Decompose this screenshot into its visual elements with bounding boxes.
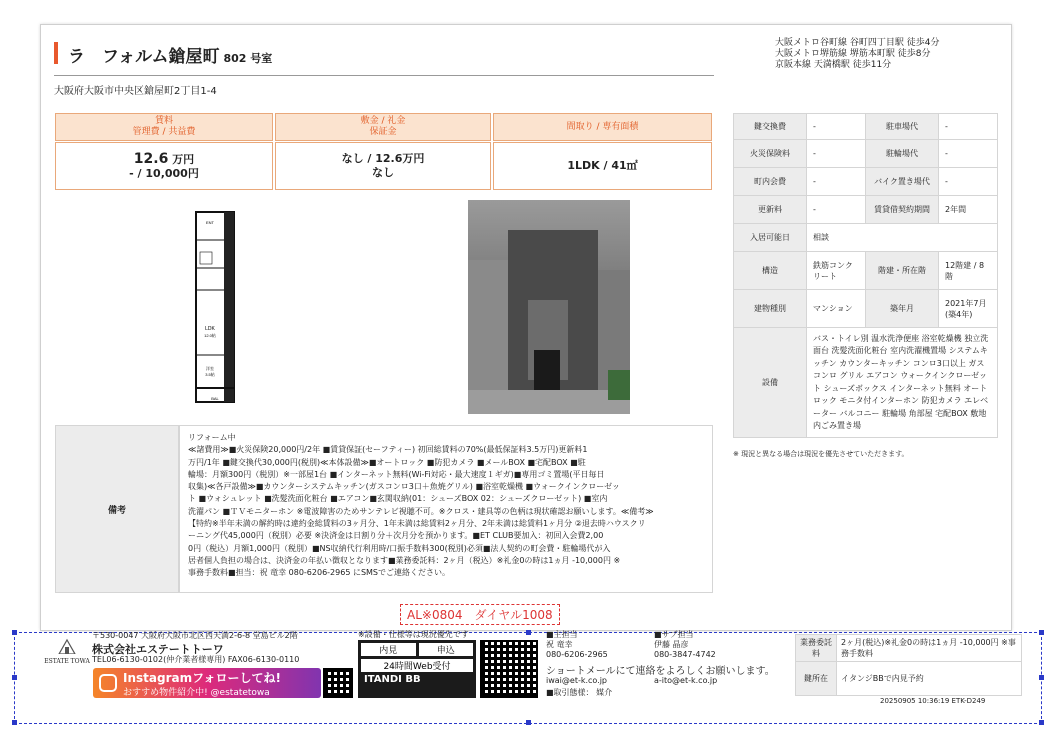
floor-plan xyxy=(180,210,240,410)
resize-handle[interactable] xyxy=(12,675,17,680)
instagram-icon xyxy=(99,674,117,692)
itandi-qr-code xyxy=(480,640,538,698)
main-contact: ■主担当 祝 竜幸 080-6206-2965 xyxy=(546,630,608,659)
main-email[interactable]: iwai@et-k.co.jp xyxy=(546,676,608,685)
spec-table: 鍵交換費 - 駐車場代 - 火災保険料 - 駐輪場代 - 町内会費 - バイク置き場代 - 更新料 - 賃貸借契約期間 2年間 入居可能日 相談 構造 鉄筋コンクリート 階建・所在階 12階建 / 8階 建物種別 マンション 築年月 2021年7月(築4年) 設備 バス・トイレ別 温水洗浄便座 浴室乾燥機 独立洗面台 洗髪洗面化粧台 室内洗濯機置場 システムキッチン カウンターキッチン コンロ3口以上 ガスコンロ グリル エアコン ウォークインクローゼット シューズボックス インターネット無料 オートロック モニタ付インターホン 防犯カメラ エレベーター バルコニー 駐輪場 角部屋 宅配BOX 敷地内ごみ置き場 xyxy=(733,113,998,438)
company-logo: ESTATE TOWA xyxy=(44,638,90,665)
fp-ldk-label: LDK xyxy=(205,326,215,332)
company-name: 株式会社エステートトーワ xyxy=(92,643,224,656)
sub-contact: ■サブ担当 伊藤 晶彦 080-3847-4742 xyxy=(654,630,716,659)
fp-ldk-size: 12.0帖 xyxy=(204,333,216,338)
deposit-header: 敷金 / 礼金 保証金 xyxy=(275,113,491,141)
room-number: 802 号室 xyxy=(223,52,273,65)
mgmt-fee: - / 10,000円 xyxy=(129,166,199,180)
building-logo-icon xyxy=(57,638,77,654)
print-timestamp: 20250905 10:36:19 ETK-D249 xyxy=(880,697,986,705)
key-code-tag: AL※0804 ダイヤル1008 xyxy=(400,604,560,625)
station-item: 大阪メトロ谷町線 谷町四丁目駅 徒歩4分 xyxy=(775,38,940,48)
station-list xyxy=(775,38,939,71)
remarks-label: 備考 xyxy=(55,425,179,593)
deposit-value: なし / 12.6万円 なし xyxy=(275,142,491,190)
itandi-header: ※設備・仕様等は現況優先です xyxy=(358,630,469,639)
instagram-banner[interactable]: Instagramフォローしてね! おすすめ物件紹介中! @estatetowa xyxy=(93,668,321,698)
itandi-panel xyxy=(358,640,476,698)
resize-handle[interactable] xyxy=(1039,720,1044,725)
resize-handle[interactable] xyxy=(526,630,531,635)
station-item: 京阪本線 天満橋駅 徒歩11分 xyxy=(775,60,892,70)
rent-value: 12.6 万円 - / 10,000円 xyxy=(55,142,273,190)
resize-handle[interactable] xyxy=(1039,630,1044,635)
property-address: 大阪府大阪市中央区鎗屋町2丁目1-4 xyxy=(54,86,217,97)
title-accent-bar xyxy=(54,42,58,64)
instagram-qr-code xyxy=(323,668,353,698)
remarks-body: リフォーム中 ≪諸費用≫■火災保険20,000円/2年 ■賃貸保証(セーフティー) 初回総賃料の70%(最低保証料3.5万円)更新料1 万円/1年 ■鍵交換代30,000円(税別)≪本体設備≫■オートロック ■防犯カメラ ■メールBOX ■宅配BOX ■駐 輪場：月額300円（税別）※一部屋1台 ■インターネット無料(Wi-Fi対応・最大速度１ギガ)■専用ゴミ置場(平日毎日 収集)≪各戸設備≫■カウンターシステムキッチン(ガスコンロ3口＋魚焼グリル) ■浴室乾燥機 ■ウォークインクローゼッ ト ■ウォシュレット ■洗髪洗面化粧台 ■エアコン■玄関収納(01：シューズBOX 02：シューズクローゼット) ■室内 洗濯パン ■ＴＶモニターホン ※電波障害のためサンテレビ視聴不可。※クロス・建具等の色柄は現状確認お願いします。≪備考≫ 【特約※半年未満の解約時は違約金総賃料の3ヶ月分、1年未満は総賃料2ヶ月分、2年未満は総賃料1ヶ月分 ②退去時ハウスクリ ーニング代45,000円（税別）必要 ※決済金は日割り分＋次月分を預かります。■ET CLUB要加入：初回入会費2,00 0円（税込）月額1,000円（税別）■NS収納代行利用時/口振手数料300(税別)必須■法人契約の町会費・駐輪場代が入 居者個人負担の場合は、決済金の年払い徴収となります■業務委託料：2ヶ月（税込）※礼金0の時は1ヵ月 -10,000円 ※ 事務手数料■担当：祝 竜幸 080-6206-2965 にSMSでご連絡ください。 xyxy=(179,425,713,593)
fp-room-size: 3.5帖 xyxy=(205,372,215,377)
fp-room-label: 洋室 xyxy=(206,366,214,371)
sub-email[interactable]: a-ito@et-k.co.jp xyxy=(654,676,718,685)
spec-note: ※ 現況と異なる場合は現況を優先させていただきます。 xyxy=(733,450,909,458)
rent-header: 賃料 管理費 / 共益費 xyxy=(55,113,273,141)
company-address: 〒530-0047 大阪府大阪市北区西天満2-6-8 堂島ビル2階 xyxy=(92,631,298,640)
view-button[interactable]: 内見 xyxy=(361,643,416,656)
layout-value: 1LDK / 41㎡ xyxy=(493,142,712,190)
fp-ent-label: ENT xyxy=(206,220,214,225)
apply-button[interactable]: 申込 xyxy=(419,643,474,656)
web-reception: 24時間Web受付 xyxy=(361,659,473,672)
sms-message: ショートメールにて連絡をよろしくお願いします。 xyxy=(546,666,775,677)
station-item: 大阪メトロ堺筋線 堺筋本町駅 徒歩8分 xyxy=(775,49,931,59)
company-tel: TEL06-6130-0102(仲介業者様専用) FAX06-6130-0110 xyxy=(92,655,300,664)
title-divider xyxy=(54,75,714,76)
deal-type: ■取引態様： 媒介 xyxy=(546,688,613,697)
itandi-logo: ITANDI BB xyxy=(364,674,421,685)
property-title: ラ フォルム鎗屋町 802 号室 xyxy=(68,47,273,67)
footer-table: 業務委託料 2ヶ月(税込)※礼金0の時は1ヵ月 -10,000円 ※事務手数料 鍵所在 イタンジBBで内見予約 xyxy=(795,634,1022,696)
resize-handle[interactable] xyxy=(1039,675,1044,680)
layout-header: 間取り / 専有面積 xyxy=(493,113,712,141)
resize-handle[interactable] xyxy=(526,720,531,725)
building-photo xyxy=(468,200,630,414)
resize-handle[interactable] xyxy=(12,630,17,635)
resize-handle[interactable] xyxy=(12,720,17,725)
fp-bal-label: BAL xyxy=(211,396,219,401)
